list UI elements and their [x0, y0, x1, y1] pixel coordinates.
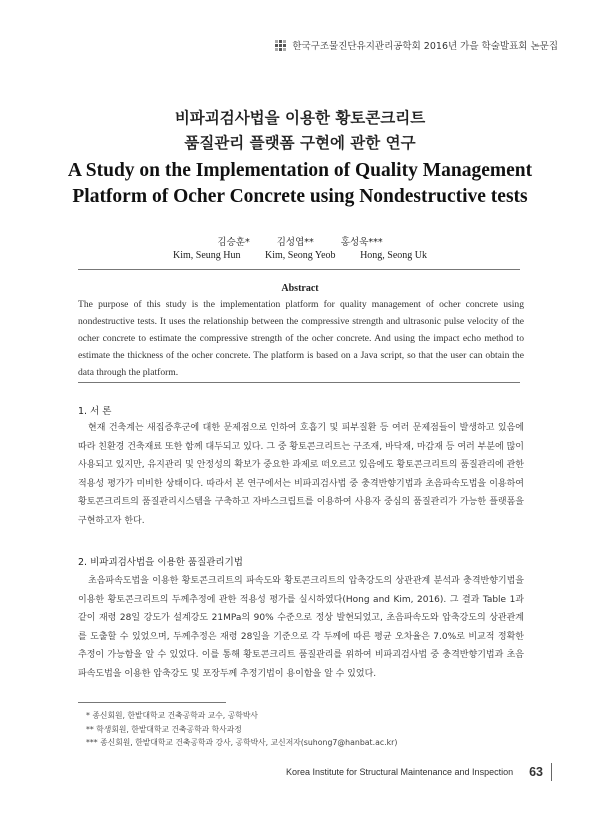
section-2-text: 초음파속도법을 이용한 황토콘크리트의 파속도와 황토콘크리트의 압축강도의 상관관계 분석과 충격반향기법을 이용한 황토콘크리트의 두께추정에 관한 적용성 평가를 실시하였다(Hong and Kim, 2016). 그 결과 Table 1과 같이 재령 28일 강도가 설계강도 21MPa의 90% 수준으로 정상 발현되었고, 초음파속도와 압축강도의 상관관계를 도출할 수 있었으며, 두께추정은 재령 28일을 기준으로 각 두께에 따른 평균 오차율은 7.0%로 비교적 정확한 추정이 가능함을 알 수 있었다. 이를 통해 황토콘크리트 품질관리를 위하여 비파괴검사법 중 충격반향기법과 초음파속도법을 이용한 압축강도 및 포장두께 추정기법이 용이함을 알 수 있었다. [78, 576, 524, 679]
korean-title-line-1: 비파괴검사법을 이용한 황토콘크리트 [174, 109, 426, 127]
footnote-divider [78, 702, 226, 703]
abstract-text: The purpose of this study is the implementation platform for quality management of ocher concrete using nondestructive tests. It uses the relationship between the compressive strength and ultrasonic pulse velocity of the ocher concrete to estimate the compressive strength of the ocher concrete. And using the impact echo method to estimate the thickness of the ocher concrete. The platform is based on a Java script, so that the user can obtain the data through the platform. [78, 299, 524, 378]
abstract-heading: Abstract [281, 283, 319, 294]
footnote-1: * 종신회원, 한밭대학교 건축공학과 교수, 공학박사 [86, 711, 258, 720]
authors-korean [0, 234, 600, 248]
footnote-2: ** 학생회원, 한밭대학교 건축공학과 학사과정 [86, 724, 242, 734]
korean-title [0, 106, 600, 156]
abstract-divider [78, 382, 520, 383]
english-title [0, 158, 600, 210]
section-2-heading: 2. 비파괴검사법을 이용한 품질관리기법 [78, 557, 243, 568]
authors-english [0, 250, 600, 261]
korean-title-line-2: 품질관리 플랫폼 구현에 관한 연구 [184, 134, 416, 152]
footnote-3: *** 종신회원, 한밭대학교 건축공학과 강사, 공학박사, 교신저자(suhong7@hanbat.ac.kr) [86, 738, 398, 747]
author-en-3: Hong, Seong Uk [360, 250, 428, 261]
author-en-2: Kim, Seong Yeob [264, 250, 336, 261]
page-number: 63 [529, 765, 543, 779]
society-logo-icon [275, 40, 286, 51]
footer-bar [551, 763, 552, 781]
author-ko-1: 김승훈* [217, 237, 250, 248]
author-ko-2: 김성엽** [276, 237, 314, 248]
section-1-text: 현재 건축계는 새집증후군에 대한 문제점으로 인하여 호흡기 및 피부질환 등 여러 문제점들이 발생하고 있음에 따라 친환경 건축재료 또한 함께 대두되고 있다. 그 중 황토콘크리트는 구조재, 바닥재, 마감재 등 여러 부분에 많이 사용되고 있지만, 유지관리 및 안정성의 확보가 중요한 과제로 떠오르고 있음에도 황토콘크리트의 품질관리에 관한 적용성 평가가 미비한 상태이다. 따라서 본 연구에서는 비파괴검사법 중 충격반향기법과 초음파속도법을 이용하여 황토콘크리트의 품질관리시스템을 구축하고 자바스크립트를 이용하여 사용자 중심의 품질관리가 가능한 플랫폼을 구현하고자 한다. [78, 423, 524, 526]
author-divider [78, 269, 520, 270]
author-ko-3: 홍성욱*** [340, 237, 383, 248]
footnotes [86, 709, 397, 750]
running-header [275, 38, 558, 52]
english-title-line-1: A Study on the Implementation of Quality Management [67, 160, 533, 181]
page-footer [286, 763, 552, 781]
footer-organization: Korea Institute for Structural Maintenance and Inspection [285, 767, 514, 777]
author-en-1: Kim, Seung Hun [172, 250, 241, 261]
section-1-heading: 1. 서 론 [78, 406, 112, 417]
running-title: 한국구조물진단유지관리공학회 2016년 가을 학술발표회 논문집 [292, 41, 558, 52]
english-title-line-2: Platform of Ocher Concrete using Nondestructive tests [72, 186, 528, 207]
